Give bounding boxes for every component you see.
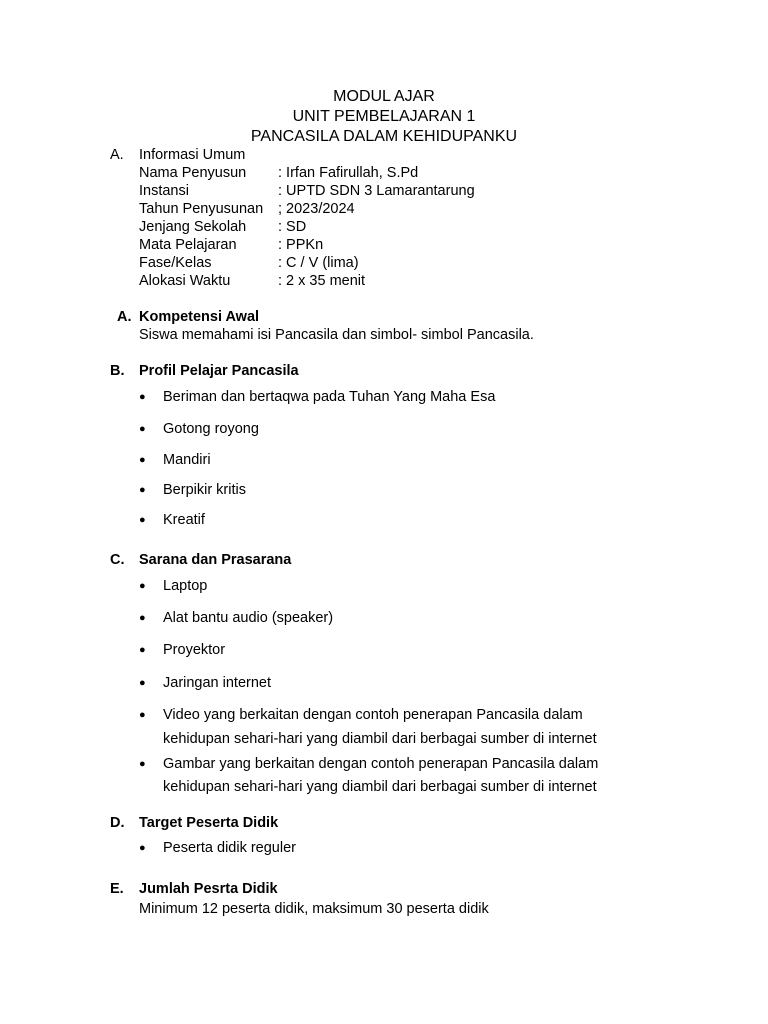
list-item: Gambar yang berkaitan dengan contoh penerapan Pancasila dalam [163, 756, 599, 772]
section-text: Siswa memahami isi Pancasila dan simbol- simbol Pancasila. [139, 327, 534, 343]
bullet-icon: ● [139, 580, 146, 592]
bullet-icon: ● [139, 644, 146, 656]
list-item-continuation: kehidupan sehari-hari yang diambil dari berbagai sumber di internet [163, 779, 597, 795]
section-text: Minimum 12 peserta didik, maksimum 30 peserta didik [139, 901, 489, 917]
list-item-continuation: kehidupan sehari-hari yang diambil dari berbagai sumber di internet [163, 731, 597, 747]
list-item: Gotong royong [163, 421, 259, 437]
document-title [0, 87, 768, 147]
bullet-icon: ● [139, 391, 146, 403]
title-line-2: UNIT PEMBELAJARAN 1 [292, 108, 476, 125]
info-label: Tahun Penyusunan [139, 201, 264, 217]
info-label: Instansi [139, 183, 189, 199]
info-label: Alokasi Waktu [139, 273, 231, 289]
section-heading: Jumlah Pesrta Didik [139, 881, 278, 897]
title-line-1: MODUL AJAR [333, 88, 435, 105]
section-heading: Profil Pelajar Pancasila [139, 363, 299, 379]
info-value: : UPTD SDN 3 Lamarantarung [278, 183, 475, 199]
section-marker: A. [117, 309, 132, 325]
bullet-icon: ● [139, 758, 146, 770]
section-marker: B. [110, 363, 125, 379]
list-item: Peserta didik reguler [163, 840, 296, 856]
list-item: Proyektor [163, 642, 226, 658]
section-marker: E. [110, 881, 124, 897]
bullet-icon: ● [139, 514, 146, 526]
section-marker: D. [110, 815, 125, 831]
section-heading: Kompetensi Awal [139, 309, 260, 325]
list-item: Alat bantu audio (speaker) [163, 610, 334, 626]
info-value: : C / V (lima) [278, 255, 359, 271]
section-marker: C. [110, 552, 125, 568]
info-label: Nama Penyusun [139, 165, 247, 181]
section-marker: A. [110, 147, 124, 163]
info-value: : SD [278, 219, 307, 235]
bullet-icon: ● [139, 677, 146, 689]
bullet-icon: ● [139, 484, 146, 496]
info-label: Fase/Kelas [139, 255, 212, 271]
list-item: Beriman dan bertaqwa pada Tuhan Yang Maha Esa [163, 389, 496, 405]
list-item: Berpikir kritis [163, 482, 246, 498]
info-value: : PPKn [278, 237, 324, 253]
list-item: Video yang berkaitan dengan contoh penerapan Pancasila dalam [163, 707, 583, 723]
info-value: ; 2023/2024 [278, 201, 355, 217]
info-label: Jenjang Sekolah [139, 219, 247, 235]
bullet-icon: ● [139, 709, 146, 721]
list-item: Kreatif [163, 512, 205, 528]
bullet-icon: ● [139, 612, 146, 624]
bullet-icon: ● [139, 454, 146, 466]
title-line-3: PANCASILA DALAM KEHIDUPANKU [250, 128, 518, 145]
section-heading: Sarana dan Prasarana [139, 552, 292, 568]
list-item: Mandiri [163, 452, 211, 468]
section-heading: Informasi Umum [139, 147, 246, 163]
info-label: Mata Pelajaran [139, 237, 237, 253]
list-item: Laptop [163, 578, 208, 594]
list-item: Jaringan internet [163, 675, 272, 691]
info-value: : Irfan Fafirullah, S.Pd [278, 165, 419, 181]
info-value: : 2 x 35 menit [278, 273, 366, 289]
bullet-icon: ● [139, 423, 146, 435]
section-heading: Target Peserta Didik [139, 815, 279, 831]
bullet-icon: ● [139, 842, 146, 854]
